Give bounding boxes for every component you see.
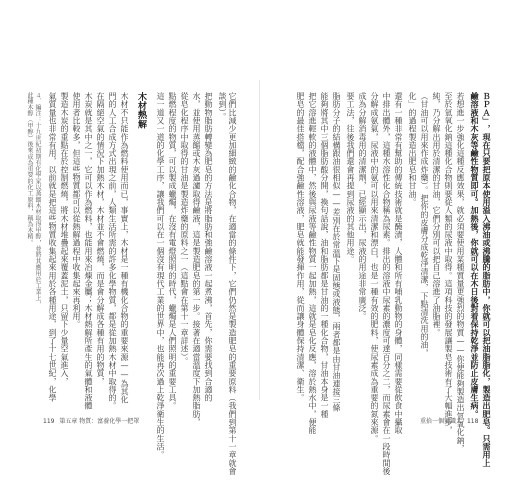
running-footer: [40, 416, 139, 425]
body-column: 木炭就是其中之一，它可以作為燃料，也能用來冶煉金屬；木材熱解所產生的氣體和液體: [84, 92, 93, 410]
body-column: 若想進一步強化這種反應效果，就必須要使用某種質量更強烈的物質——你便能夠製造出氫氧化鈉，: [456, 92, 465, 453]
running-title: 重拾一個知識人: [420, 418, 463, 425]
body-column: 肥皂的最佳搭檔，配合強鹼性溶液，肥皂就能發揮作用，從而讓身體保持清潔、衛生。: [296, 92, 305, 402]
running-footer: [420, 416, 481, 425]
body-column: ＢＰＡ」，現在只要把原本使用溢入沸油或沸騰的脂肪中，你就可以把油脂脂化，製造出肥皂。只需用上: [482, 92, 491, 467]
body-column: 鹼溶液和木灰等鹼性物質即可。加熱後，你就可以在木日後對着保持乾淨並防止皮膚生病。: [470, 92, 479, 418]
page-number: 118: [466, 418, 479, 425]
body-column: 純，乃分解出用於清潔的甘油，它們分別可以把自己溶進了油脂裡。: [432, 92, 441, 337]
body-column: 在隔絕空氣的情況下加熱木材，木材並不會燃燒，而是會分解成各種有用的物質，: [96, 92, 105, 386]
body-column: 分解成氨氣，尿液中的氨可以用來清潔和漂白，也是一種有效的肥料，使尿素成為重要的氮來源。: [370, 92, 379, 443]
body-column: 使用者比較多，但這些物質都可以從熱解過程中收集起來再利用。: [72, 92, 81, 329]
body-column: 從皂化程序中取得的甘油是製造炸藥的原料之一（這點會在第十一章詳述）。: [180, 92, 189, 366]
body-column: 談到）。: [218, 92, 227, 121]
body-column: 它們比減少更加細緻的鹼化合物，在適當的條件下，它們仍然是製造肥皂的重要原料（我們到第十一章就會: [228, 92, 237, 476]
body-column: 把動物脂肪轉變為肥皂的方法是將脂肪和強鹼溶液一起煮沸，首先，你需要找到合適的: [204, 92, 213, 402]
body-column: 還有一種非常有幫助的傳統技術就是醃漬，人體和所有哺乳動物的身體，同樣需要從飲食中攝取: [394, 92, 403, 435]
body-column: （甘油可以用來作成炸藥）。把你的皮膚分成乾淨清潔，下點清洗用的油，: [420, 92, 429, 357]
body-column: 要工法，往後我們還會再提到尿液的其他用途。: [346, 92, 355, 264]
body-column: 門的人工合成方式出現之前，人類生活所需的許多化學物質，都是從加熱木材中取得的。: [108, 92, 117, 410]
body-column: 至於氫氧化鈉這種化合物則要從人類的尿液中取得。這項科技的發展讓製皂技術有了大幅進步，: [444, 92, 453, 435]
right-page: [260, 0, 520, 500]
body-column: 氣質量也非常有用，以前就是把這些物質收集起來用於各種用途，到了十七世紀，化學: [48, 92, 57, 402]
running-title: 第五章 物質：富養化學一把罩: [59, 418, 140, 425]
body-column: 這一道又一道的化學工序，讓我們可以在一個沒有現代工業的世界中，也能再次過上乾淨衛生的生活。: [156, 92, 165, 459]
body-column: 脂肪分子的結構跟油很相似——差別在於常溫下是固態或液態，兩者都是由甘油連接三條: [332, 92, 341, 412]
body-column: 點燃程度的物質，可以製成蠟燭，在沒有電燈照明的時代，蠟燭是人們照明的重要工具。: [168, 92, 177, 410]
body-column: 製造木炭的重點在於控制燃燒，將木材堆疊起來覆蓋泥土，只留下少量空氣進入，: [60, 92, 69, 386]
body-column: 能夠將其中三個脂肪酸分開，換句話說，油和脂肪都是甘油的一種化合物，甘油本身是一種: [320, 92, 329, 418]
body-column: 成為分解消毒用的清潔劑，已經顯示出，尿液的用途非常廣泛。: [358, 92, 367, 321]
section-heading: 木材熱解: [136, 92, 146, 129]
body-column: 水，並使用蒸餾或木灰過濾取得鹼液，這是製造肥皂的第一步。接著在適當溫度下加熱脂肪，: [192, 92, 201, 427]
body-column: 把它溶進輕軟的液體中，然後與尿液等鹼性物質一起加熱，這就是皂化反應，溶於熱水中，便能: [308, 92, 317, 435]
body-column: 木材不只能作為燃料使用而已，事實上，木材是一種有機化合物的重要來源——為其化: [120, 92, 129, 404]
body-column: 化」的過程製造出肥皂和甘油。: [408, 92, 417, 207]
footnote: 此種木醇（甲醇）後來成為重要的化工原料，稱為木精。: [26, 92, 33, 246]
page-number: 119: [43, 418, 55, 425]
footnote: ４．編注：十九世紀初期有化學家以蒸餾木材取得甲醇，並將其應用於工業上，: [34, 92, 41, 308]
body-column: 中排出體外，這種水溶性化合物稱為尿素。排出的溶液中尿素的濃度可達百分之二，而尿素會在一段時間後: [382, 92, 391, 476]
